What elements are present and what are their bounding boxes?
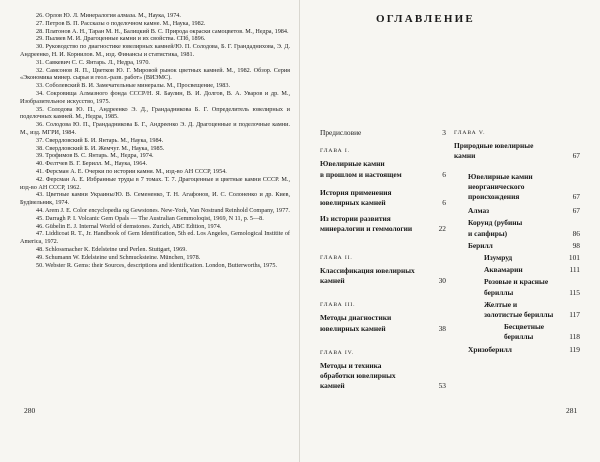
reference-entry: 46. Gübelin E. J. Internal World of demstones. Zurich, ABC Edition, 1974. xyxy=(36,222,222,230)
reference-entry: 45. Darragh P. I. Volcanic Gem Opals — The Australian Gemmoloqist, 1969, N 11, p. 5—8. xyxy=(36,214,264,222)
toc-entry[interactable] xyxy=(454,206,580,216)
toc-entry-title: Классификация ювелирных камней xyxy=(320,265,415,286)
reference-entry: 34. Сокровища Алмазного фонда СССР/Н. Я. Баулин, В. И. Долгов, В. А. Уваров и др. М., Изобразительное искусство, 1975. xyxy=(20,89,290,105)
reference-entry: 42. Ферсман А. Е. Избранные труды в 7 томах. Т. 7. Драгоценные и цветные камни СССР. М., изд-во АН СССР, 1962. xyxy=(20,175,290,191)
toc-entry-page: 98 xyxy=(572,240,580,250)
toc-entry-title: Природные ювелирные камни xyxy=(454,141,534,161)
toc-entry[interactable] xyxy=(320,348,446,392)
reference-entry: 50. Webster R. Gems: their Sources, descriptions and identification. London, Butterworths, 1975. xyxy=(36,261,278,269)
chapter-heading: ГЛАВА I. xyxy=(320,148,350,155)
reference-entry: 28. Платонов А. Н., Таран М. Н., Балицкий В. С. Природа окраски самоцветов. М., Недра, 1984. xyxy=(36,27,289,35)
toc-entry[interactable] xyxy=(454,253,580,263)
toc-entry[interactable] xyxy=(320,188,446,208)
toc-entry-title: История применения ювелирных камней xyxy=(320,187,392,208)
toc-entry-page: 67 xyxy=(572,151,580,161)
toc-entry-page: 101 xyxy=(568,253,580,263)
toc-entry-title: Розовые и красные бериллы xyxy=(484,277,549,297)
toc-entry-page: 30 xyxy=(438,276,446,286)
toc-entry-title: Берилл xyxy=(468,240,493,250)
toc-entry[interactable] xyxy=(454,172,580,203)
chapter-heading: ГЛАВА V. xyxy=(454,130,486,136)
reference-entry: 30. Руководство по диагностике ювелирных камней/Ю. П. Солодова, Б. Г. Грандаднихова, Э. Д. Андреенко, Н. И. Корнилов. М., изд. Финансы и статистика, 1981. xyxy=(20,43,290,58)
toc-entry-page: 3 xyxy=(442,128,446,137)
toc-entry-page: 111 xyxy=(569,265,580,275)
contents-title: ОГЛАВЛЕНИЕ xyxy=(376,13,475,25)
toc-entry-title: Предисловие xyxy=(320,128,362,137)
reference-entry: 31. Савкевич С. С. Янтарь. Л., Недра, 1970. xyxy=(36,58,150,66)
toc-entry-title: Ювелирные камни в прошлом и настоящем xyxy=(320,159,402,179)
toc-entry-page: 86 xyxy=(572,228,580,238)
toc-entry[interactable] xyxy=(454,218,580,238)
toc-entry[interactable] xyxy=(454,241,580,251)
page-number-left: 280 xyxy=(24,406,36,415)
toc-entry-page: 53 xyxy=(438,381,446,391)
reference-entry: 47. Liddicoat R. T., Jr. Handbook of Gem Identification, 5th ed. Los Angeles, Gemological Institite of America, 1972. xyxy=(20,230,290,246)
toc-entry[interactable] xyxy=(320,146,446,180)
toc-entry-page: 38 xyxy=(438,323,446,333)
toc-entry-title: Алмаз xyxy=(468,206,490,216)
reference-entry: 26. Орлов Ю. Л. Минералогия алмаза. М., Наука, 1974. xyxy=(36,12,181,19)
toc-column-right xyxy=(454,128,580,355)
toc-entry-page: 6 xyxy=(442,169,446,179)
reference-entry: 29. Пыляев М. И. Драгоценные камни и их свойства. СПб, 1896. xyxy=(36,35,206,43)
reference-entry: 36. Солодова Ю. П., Грандадникова Б. Г., Андреенко Э. Д. Драгоценные и поделочные камни. М., изд. МГРИ, 1984. xyxy=(20,121,290,136)
chapter-heading: ГЛАВА II. xyxy=(320,254,353,261)
reference-entry: 33. Соболевский В. И. Замечательные минералы. М., Просвещение, 1983. xyxy=(36,82,231,90)
right-page xyxy=(300,0,600,462)
page-number-right: 281 xyxy=(566,406,578,415)
toc-entry-title: Аквамарин xyxy=(484,265,523,275)
toc-entry-page: 6 xyxy=(442,198,446,208)
bibliography-list xyxy=(20,12,290,269)
reference-entry: 43. Цветные камни Украины/Ю. В. Семененко, Т. Н. Агафонов, И. С. Солоненко и др. Киев, Будівельник, 1974. xyxy=(20,191,290,207)
toc-entry[interactable] xyxy=(320,253,446,287)
reference-entry: 27. Петров В. П. Рассказы о поделочном камне. М., Наука, 1982. xyxy=(36,19,206,27)
toc-entry-page: 119 xyxy=(569,344,580,354)
reference-entry: 37. Свердловский Б. И. Янтарь. М., Наука, 1984. xyxy=(36,136,164,144)
toc-entry-title: Методы и техника обработки ювелирных камней xyxy=(320,361,396,391)
toc-entry-title: Желтые и золотистые бериллы xyxy=(484,299,554,320)
toc-entry[interactable] xyxy=(320,300,446,334)
toc-entry-page: 118 xyxy=(569,332,580,342)
toc-entry[interactable] xyxy=(454,277,580,297)
toc-entry-title: Хризоберилл xyxy=(468,344,512,354)
toc-entry[interactable] xyxy=(320,128,446,138)
toc-entry-title: Из истории развития минералогии и геммологии xyxy=(320,214,413,234)
toc-entry[interactable] xyxy=(454,300,580,320)
toc-entry-title: Корунд (рубины и сапфиры) xyxy=(468,218,523,238)
toc-entry-page: 22 xyxy=(438,224,446,234)
toc-entry[interactable] xyxy=(454,322,580,342)
reference-entry: 41. Ферсман А. Е. Очерки по истории камня. М., изд-во АН СССР, 1954. xyxy=(36,167,227,175)
toc-entry-title: Ювелирные камни неорганического происхождения xyxy=(468,171,533,202)
reference-entry: 39. Трофимов В. С. Янтарь. М., Недра, 1974. xyxy=(36,152,154,160)
toc-entry[interactable] xyxy=(320,214,446,234)
toc-entry[interactable] xyxy=(454,128,580,162)
reference-entry: 44. Arem J. E. Color encyclopedia og Gewstones. New-York, Van Nostrand Reinhold Company, 1977. xyxy=(36,206,290,214)
toc-entry-title: Методы диагностики ювелирных камней xyxy=(320,313,392,333)
reference-entry: 49. Schumann W. Edelsteine und Schmucksteine. München, 1978. xyxy=(36,253,201,261)
reference-entry: 48. Schlossmacher K. Edelsteine und Perlen. Stuttgart, 1969. xyxy=(36,245,187,253)
toc-entry[interactable] xyxy=(454,265,580,275)
reference-entry: 35. Солодова Ю. П., Андреенко Э. Д., Грандадникова Б. Г. Определитель ювелирных и поделочных камней. М., Недра, 1985. xyxy=(20,105,290,121)
chapter-heading: ГЛАВА IV. xyxy=(320,349,355,356)
toc-entry-page: 67 xyxy=(572,192,580,202)
toc-entry[interactable] xyxy=(454,345,580,355)
toc-entry-page: 115 xyxy=(569,287,580,297)
reference-entry: 40. Фелтчев В. Г. Берилл. М., Наука, 1964. xyxy=(36,160,148,168)
chapter-heading: ГЛАВА III. xyxy=(320,302,356,309)
reference-entry: 38. Свердловский Б. И. Жемчуг. М., Наука, 1985. xyxy=(36,144,165,152)
toc-entry-page: 117 xyxy=(569,310,580,320)
toc-entry-page: 67 xyxy=(572,206,580,216)
toc-column-left xyxy=(320,128,446,392)
toc-entry-title: Изумруд xyxy=(484,253,513,263)
toc-entry-title: Бесцветные бериллы xyxy=(504,322,545,342)
reference-entry: 32. Самсонов Я. П., Цветков Ю. Г. Мировой рынок цветных камней. М., 1982. Обзор. Серия «Экономика минер. сырья и геол.-разв. работ» (ВИЭМС). xyxy=(20,66,290,82)
